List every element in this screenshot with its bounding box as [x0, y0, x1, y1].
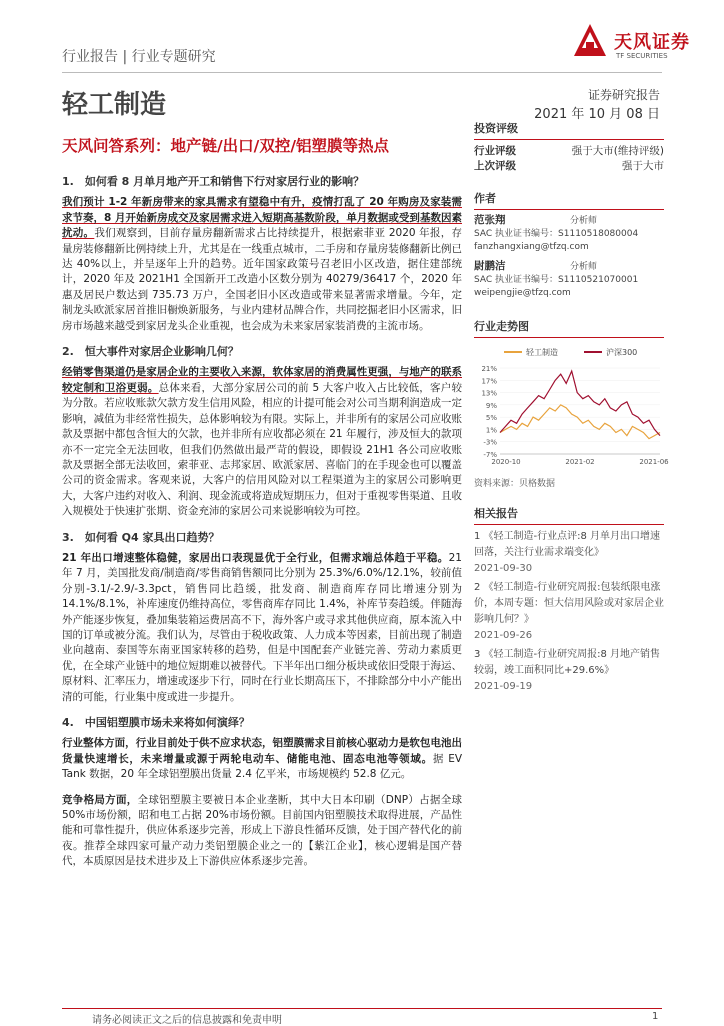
- related-reports-title: 相关报告: [474, 505, 664, 525]
- y-tick-label: 9%: [485, 401, 497, 410]
- y-tick-label: -3%: [483, 438, 497, 447]
- logo-name-en: TF SECURITIES: [616, 52, 668, 60]
- author-sac: SAC 执业证书编号：S1110521070001: [474, 275, 639, 285]
- author-role: 分析师: [570, 262, 598, 272]
- related-report-item[interactable]: [474, 647, 664, 695]
- section-heading: 4. 中国铝塑膜市场未来将如何演绎？: [62, 716, 250, 729]
- related-report-text[interactable]: 3 《轻工制造-行业研究周报:8 月地产销售较弱，竣工面积同比+29.6%》: [474, 649, 661, 676]
- related-report-date: 2021-09-26: [474, 630, 533, 641]
- x-tick-label: 2020-10: [491, 458, 521, 466]
- trend-chart-svg: [474, 342, 669, 474]
- paragraph-body: 据 EV Tank 数据，20 年全球铝塑膜出货量 2.4 亿平米，市场规模约 52.8 亿元。: [62, 752, 463, 781]
- related-report-text[interactable]: 2 《轻工制造-行业研究周报:包装纸限电涨价，本周专题：恒大信用风险或对家居企业影响几何？》: [474, 582, 664, 625]
- company-logo: [570, 22, 700, 66]
- logo-mark-icon: [570, 22, 610, 62]
- y-tick-label: 17%: [481, 377, 497, 386]
- series-line-light-industry: [500, 405, 660, 439]
- section-heading: 1. 如何看 8 月单月地产开工和销售下行对家居行业的影响？: [62, 175, 365, 188]
- industry-rating-row: [474, 144, 664, 159]
- paragraph: [62, 736, 462, 782]
- trend-title: 行业走势图: [474, 318, 664, 338]
- related-report-item[interactable]: [474, 580, 664, 644]
- author-email[interactable]: weipengjie@tfzq.com: [474, 288, 571, 298]
- y-tick-label: -7%: [483, 451, 497, 459]
- y-tick-label: 13%: [481, 389, 497, 398]
- section-heading: 3. 如何看 Q4 家具出口趋势？: [62, 530, 220, 544]
- related-report-date: 2021-09-30: [474, 563, 533, 574]
- prev-rating-value: 强于大市: [622, 160, 664, 172]
- paragraph-body: 总体来看，大部分家居公司的前 5 大客户收入占比较低，客户较为分散。若应收账款欠款方发生信用风险，相应的计提可能会对公司当期利润造成一定影响，减值为非经常性损失，总体影响较为有限。实际上，并非所有的家居公司应收账款及票据中都包含恒大的欠款，也并非所有应收都必须在 21 年履行，涉及恒大的款项亦不一定完全无法回收，但我们仍然做出最严苛的假设，即假设 21H1 各公司应收账款及票据全部无法收回，索菲亚、志邦家居、欧派家居、喜临门的在手现金也可以覆盖公司的资金需求。客观来说，大客户的信用风险对以工程渠道为主的家居公司影响更大，大客户违约对收入、利润、现金流或将造成短期压力，但对于重视零售渠道、且收入规模处于快速扩张期、资金充沛的家居公司来说影响较为可控。: [62, 381, 463, 518]
- chart-source: 资料来源：贝格数据: [474, 479, 556, 489]
- logo-name-cn: 天风证券: [614, 32, 690, 53]
- header-divider: [62, 72, 662, 73]
- paragraph: [62, 195, 462, 334]
- authors-title: 作者: [474, 190, 664, 210]
- related-report-item[interactable]: [474, 529, 664, 577]
- x-tick-label: 2021-06: [639, 458, 669, 466]
- footer-divider: [62, 1008, 662, 1009]
- legend-label: 轻工制造: [526, 348, 558, 357]
- author-email[interactable]: fanzhangxiang@tfzq.com: [474, 242, 589, 252]
- author-sac: SAC 执业证书编号：S1110518080004: [474, 229, 639, 239]
- paragraph-body: 我们观察到，目前存量房翻新需求占比持续提升，根据索菲亚 2020 年报，存量房装修翻新比例持续上升，尤其是在一线重点城市，二手房和存量房装修翻新比例已达 40%以上，并呈逐年上升的趋势。近年国家政策号召老旧小区改造，据住建部统计，2020 年及 2021H1 全国新开工改造小区数分别为 40279/36417 个，2020 年惠及居民户数达到 735.73 万户，全国老旧小区改造或带来显著需求增量。今年，定制龙头欧派家居首推旧橱焕新服务，与业内建材品牌合作，共同挖掘老旧小区需求，旧房市场越来越受到家居龙头企业重视，也会成为未来家居家装消费的主流市场。: [62, 227, 462, 332]
- related-report-text[interactable]: 1 《轻工制造-行业点评:8 月单月出口增速回落，关注行业需求端变化》: [474, 531, 661, 558]
- paragraph-body: 全球铝塑膜主要被日本企业垄断，其中大日本印刷（DNP）占据全球 50%市场份额，昭和电工占据 20%市场份额。目前国内铝塑膜技术取得进展，产品性能和可靠性提升，供应体系逐步完善，形成上下游良性循环反馈，处于国产替代化的前夜。推荐全球四家可量产动力类铝塑膜企业之一的【紫江企业】，核心逻辑是国产替代，本质原因是技术进步及上下游供应体系逐步完善。: [62, 793, 462, 868]
- footer-disclaimer: 请务必阅读正文之后的信息披露和免责申明: [92, 1015, 282, 1026]
- author-card: [474, 260, 664, 300]
- industry-rating-label: 行业评级: [474, 145, 516, 157]
- legend-label: 沪深300: [606, 348, 638, 357]
- rating-title: 投资评级: [474, 120, 664, 140]
- sidebar: [474, 120, 669, 698]
- prev-rating-label: 上次评级: [474, 160, 516, 172]
- y-tick-label: 21%: [481, 365, 497, 373]
- industry-rating-value: 强于大市(维持评级): [571, 145, 664, 157]
- section-heading: 2. 恒大事件对家居企业影响几何？: [62, 345, 239, 359]
- paragraph: [62, 793, 462, 870]
- x-tick-label: 2021-02: [565, 458, 595, 466]
- paragraph-lead: 经销零售渠道仍是家居企业的主要收入来源，软体家居的消费属性更强，与地产的联系较定制和卫浴更弱。: [62, 366, 462, 394]
- paragraph: [62, 365, 462, 519]
- paragraph-lead: 21 年出口增速整体稳健，家居出口表现显优于全行业，但需求端总体趋于平稳。: [62, 551, 449, 564]
- author-role: 分析师: [570, 216, 598, 226]
- series-line-hs300: [500, 371, 660, 436]
- paragraph-lead: 我们预计 1-2 年新房带来的家具需求有望稳中有升，疫情打乱了 20 年购房及家装需求节奏，8 月开始新房成交及家居需求进入短期高基数阶段，单月数据或受到基数因素扰动。: [62, 196, 462, 240]
- report-subtitle: 天风问答系列：地产链/出口/双控/铝塑膜等热点: [62, 137, 389, 155]
- y-tick-label: 1%: [485, 426, 497, 435]
- paragraph-body: 21 年 7 月，美国批发商/制造商/零售商销售额同比分别为 25.3%/6.0%/12.1%，较前值分别-3.1/-2.9/-3.3pct，销售同比趋缓，批发商、制造商库存同比增速分别为 14.1%/8.1%，补库速度仍维持高位，零售商库存同比 1.4%，补库节奏趋缓。伴随海外产能逐步恢复，叠加集装箱运费居高不下，海外客户或寻求其他供应商，原本流入中国的订单或被分流。我们认为，尽管由于税收政策、人力成本等因素，目前出现了制造业向越南、泰国等东南亚国家转移的趋势，但是中国配套产业链完善、劳动力素质更优，在全球产业链中的地位短期难以被替代。下半年出口细分板块或依旧受限于海运、原材料、汇率压力，增速或逐步下行，同时在行业长期高压下，不排除部分中小产能出清的可能，行业集中度或进一步提升。: [62, 551, 462, 703]
- doc-type-label: 行业报告 | 行业专题研究: [62, 49, 216, 65]
- page-number: 1: [652, 1011, 659, 1022]
- main-body: [62, 170, 462, 880]
- related-reports-list: [474, 529, 664, 695]
- author-name: 尉鹏洁: [474, 260, 506, 272]
- trend-chart: [474, 342, 669, 474]
- page-title: 轻工制造: [62, 90, 167, 120]
- report-type: 证券研究报告: [587, 88, 660, 102]
- author-name: 范张翔: [474, 214, 506, 226]
- paragraph-lead: 行业整体方面，行业目前处于供不应求状态，铝塑膜需求目前核心驱动力是软包电池出货量快速增长，未来增量或源于两轮电动车、储能电池、固态电池等领域。: [62, 737, 462, 765]
- related-report-date: 2021-09-19: [474, 681, 533, 692]
- y-tick-label: 5%: [485, 414, 497, 423]
- author-card: [474, 214, 664, 254]
- prev-rating-row: [474, 159, 664, 174]
- report-date: 2021 年 10 月 08 日: [534, 107, 660, 122]
- paragraph: [62, 551, 462, 705]
- paragraph-lead: 竞争格局方面，: [62, 793, 138, 806]
